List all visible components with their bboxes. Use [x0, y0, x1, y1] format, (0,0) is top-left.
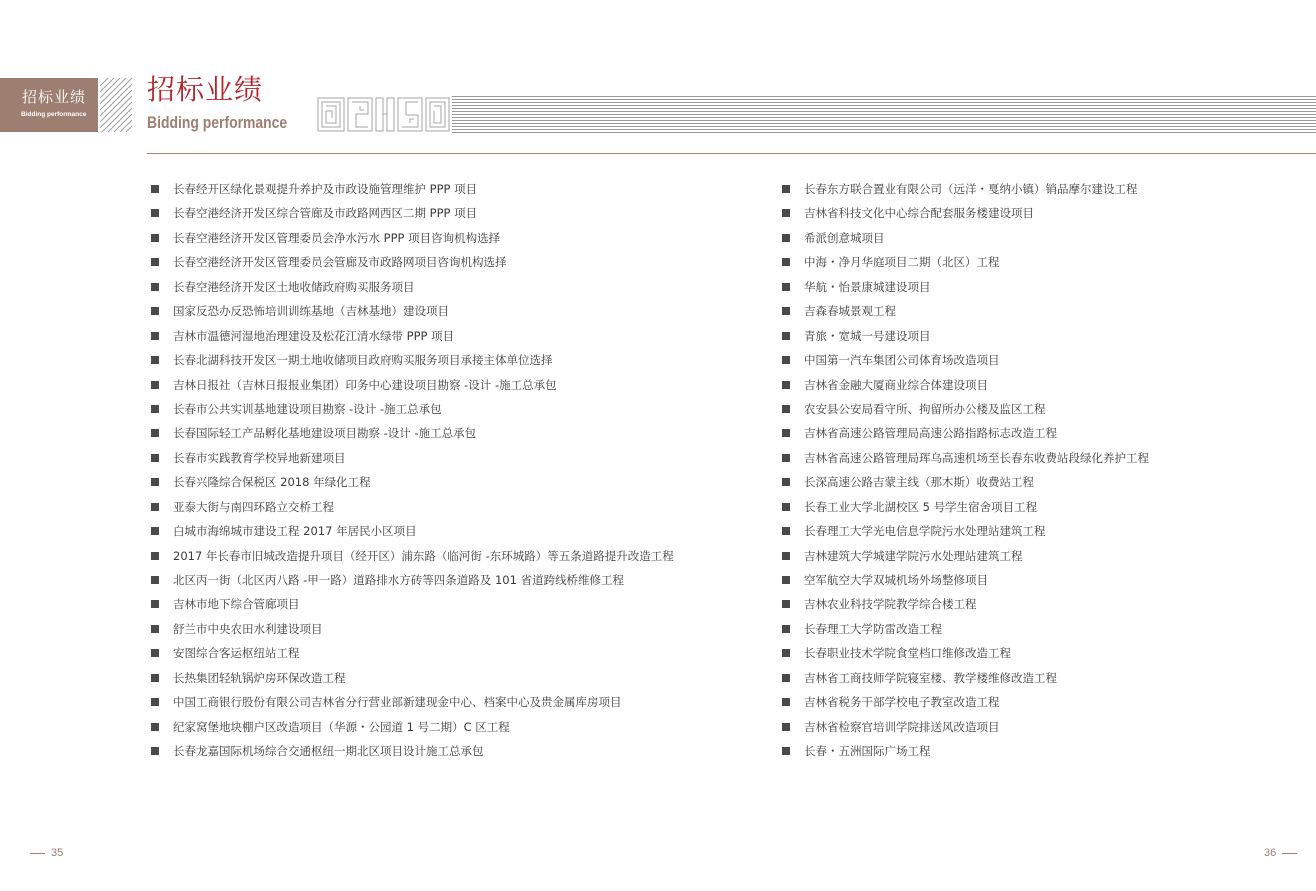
- project-name: 长春空港经济开发区管理委员会管廊及市政路网项目咨询机构选择: [173, 255, 507, 270]
- square-bullet-icon: [151, 381, 159, 389]
- project-name: 中国工商银行股份有限公司吉林省分行营业部新建现金中心、档案中心及贵金属库房项目: [173, 695, 622, 710]
- square-bullet-icon: [151, 307, 159, 315]
- project-name: 空军航空大学双城机场外场整修项目: [804, 573, 988, 587]
- list-item: [151, 470, 761, 494]
- project-name: 长春工业大学北湖校区 5 号学生宿舍项目工程: [804, 499, 1038, 514]
- square-bullet-icon: [151, 429, 159, 437]
- square-bullet-icon: [151, 576, 159, 584]
- list-item: [782, 470, 1302, 494]
- dash-line: [30, 853, 45, 854]
- list-item: [782, 226, 1302, 250]
- square-bullet-icon: [782, 503, 790, 511]
- list-item: [151, 299, 761, 323]
- square-bullet-icon: [782, 185, 790, 193]
- square-bullet-icon: [782, 356, 790, 364]
- list-item: [782, 666, 1302, 690]
- project-name: 纪家窝堡地块棚户区改造项目（华源・公园道 1 号二期）C 区工程: [173, 719, 510, 734]
- list-item: [151, 617, 761, 641]
- square-bullet-icon: [151, 625, 159, 633]
- section-tab: [0, 78, 98, 132]
- square-bullet-icon: [151, 552, 159, 560]
- project-name: 吉林市地下综合管廊项目: [173, 597, 300, 612]
- project-name: 吉林省检察官培训学院排送风改造项目: [804, 719, 1000, 734]
- list-item: [151, 397, 761, 421]
- project-name: 长春空港经济开发区管理委员会净水污水 PPP 项目咨询机构选择: [173, 230, 501, 245]
- diagonal-hatch-decoration: [100, 78, 132, 132]
- list-item: [151, 201, 761, 225]
- square-bullet-icon: [151, 454, 159, 462]
- list-item: [782, 177, 1302, 201]
- project-name: 长春东方联合置业有限公司（远洋・戛纳小镇）销品摩尔建设工程: [804, 182, 1138, 196]
- square-bullet-icon: [151, 356, 159, 364]
- list-item: [151, 446, 761, 470]
- square-bullet-icon: [151, 723, 159, 731]
- project-name: 希派创意城项目: [804, 230, 885, 245]
- header-divider: [147, 153, 1316, 154]
- list-item: [151, 592, 761, 616]
- project-name: 长春经开区绿化景观提升养护及市政设施管理维护 PPP 项目: [173, 182, 478, 196]
- square-bullet-icon: [151, 209, 159, 217]
- project-name: 中国第一汽车集团公司体育场改造项目: [804, 353, 1000, 368]
- square-bullet-icon: [782, 723, 790, 731]
- list-item: [782, 373, 1302, 397]
- page-title: 招标业绩: [147, 73, 264, 106]
- list-item: [151, 641, 761, 665]
- square-bullet-icon: [782, 625, 790, 633]
- list-item: [151, 568, 761, 592]
- project-name: 长春・五洲国际广场工程: [804, 744, 931, 759]
- list-item: [782, 324, 1302, 348]
- list-item: [782, 446, 1302, 470]
- project-name: 长春空港经济开发区综合管廊及市政路网西区二期 PPP 项目: [173, 206, 478, 221]
- project-name: 吉林日报社（吉林日报报业集团）印务中心建设项目勘察 -设计 -施工总承包: [173, 377, 557, 392]
- square-bullet-icon: [782, 527, 790, 535]
- square-bullet-icon: [782, 649, 790, 657]
- square-bullet-icon: [782, 576, 790, 584]
- square-bullet-icon: [782, 478, 790, 486]
- project-name: 吉林省高速公路管理局高速公路指路标志改造工程: [804, 426, 1057, 441]
- project-name: 白城市海绵城市建设工程 2017 年居民小区项目: [173, 524, 417, 539]
- page-subtitle: Bidding performance: [147, 113, 288, 132]
- square-bullet-icon: [782, 454, 790, 462]
- list-item: [151, 373, 761, 397]
- square-bullet-icon: [151, 600, 159, 608]
- project-name: 2017 年长春市旧城改造提升项目（经开区）浦东路（临河街 -东环城路）等五条道路提升改造工程: [173, 548, 674, 563]
- list-item: [151, 519, 761, 543]
- square-bullet-icon: [151, 527, 159, 535]
- project-name: 青旅・宽城一号建设项目: [804, 328, 931, 343]
- square-bullet-icon: [782, 600, 790, 608]
- project-name: 吉林市温德河湿地治理建设及松花江清水绿带 PPP 项目: [173, 328, 455, 343]
- project-name: 长春市公共实训基地建设项目勘察 -设计 -施工总承包: [173, 401, 442, 416]
- list-item: [151, 348, 761, 372]
- list-item: [782, 201, 1302, 225]
- square-bullet-icon: [151, 747, 159, 755]
- project-name: 吉林省高速公路管理局珲乌高速机场至长春东收费站段绿化养护工程: [804, 450, 1149, 465]
- page-number-left-value: 35: [51, 847, 64, 859]
- project-name: 吉林建筑大学城建学院污水处理站建筑工程: [804, 548, 1023, 563]
- list-item: [782, 739, 1302, 763]
- square-bullet-icon: [151, 698, 159, 706]
- list-item: [151, 715, 761, 739]
- list-item: [151, 421, 761, 445]
- project-name: 北区丙一街（北区丙八路 -甲一路）道路排水方砖等四条道路及 101 省道跨线桥维修工程: [173, 573, 625, 587]
- list-item: [782, 641, 1302, 665]
- square-bullet-icon: [782, 332, 790, 340]
- list-item: [151, 666, 761, 690]
- square-bullet-icon: [151, 478, 159, 486]
- project-name: 吉林省税务干部学校电子教室改造工程: [804, 695, 1000, 710]
- square-bullet-icon: [151, 405, 159, 413]
- dash-line: [1282, 853, 1297, 854]
- project-name: 华航・怡景康城建设项目: [804, 279, 931, 294]
- square-bullet-icon: [782, 234, 790, 242]
- project-name: 长春空港经济开发区土地收储政府购买服务项目: [173, 279, 415, 294]
- square-bullet-icon: [782, 209, 790, 217]
- list-item: [151, 544, 761, 568]
- list-item: [782, 568, 1302, 592]
- fret-pattern-ornament: [317, 96, 450, 133]
- list-item: [151, 226, 761, 250]
- project-name: 长深高速公路吉蒙主线（那木斯）收费站工程: [804, 475, 1034, 490]
- stripe-band-decoration: [452, 96, 1316, 133]
- list-item: [782, 617, 1302, 641]
- square-bullet-icon: [782, 283, 790, 291]
- square-bullet-icon: [782, 307, 790, 315]
- project-name: 亚泰大街与南四环路立交桥工程: [173, 499, 334, 514]
- project-name: 安图综合客运枢纽站工程: [173, 646, 300, 661]
- list-item: [151, 177, 761, 201]
- project-name: 吉森春城景观工程: [804, 304, 896, 319]
- list-item: [151, 324, 761, 348]
- project-name: 长春龙嘉国际机场综合交通枢纽一期北区项目设计施工总承包: [173, 744, 484, 759]
- square-bullet-icon: [782, 747, 790, 755]
- list-item: [782, 397, 1302, 421]
- page-number-right-value: 36: [1264, 847, 1277, 859]
- page-number-left: [30, 846, 63, 860]
- page-number-right: [1264, 846, 1297, 860]
- project-name: 吉林省科技文化中心综合配套服务楼建设项目: [804, 206, 1034, 221]
- project-name: 长春市实践教育学校异地新建项目: [173, 450, 346, 465]
- list-item: [782, 348, 1302, 372]
- project-name: 长春国际轻工产品孵化基地建设项目勘察 -设计 -施工总承包: [173, 426, 477, 441]
- square-bullet-icon: [782, 381, 790, 389]
- square-bullet-icon: [782, 552, 790, 560]
- right-project-list: [782, 177, 1302, 764]
- square-bullet-icon: [151, 332, 159, 340]
- list-item: [151, 495, 761, 519]
- project-name: 长春北湖科技开发区一期土地收储项目政府购买服务项目承接主体单位选择: [173, 353, 553, 368]
- square-bullet-icon: [151, 283, 159, 291]
- square-bullet-icon: [151, 503, 159, 511]
- left-project-list: [151, 177, 761, 764]
- list-item: [782, 519, 1302, 543]
- list-item: [151, 250, 761, 274]
- project-name: 长春理工大学光电信息学院污水处理站建筑工程: [804, 524, 1046, 539]
- list-item: [782, 299, 1302, 323]
- project-name: 中海・净月华庭项目二期（北区）工程: [804, 255, 1000, 270]
- project-name: 舒兰市中央农田水利建设项目: [173, 621, 323, 636]
- list-item: [151, 275, 761, 299]
- square-bullet-icon: [782, 405, 790, 413]
- project-name: 吉林省金融大厦商业综合体建设项目: [804, 377, 988, 392]
- square-bullet-icon: [782, 698, 790, 706]
- list-item: [151, 690, 761, 714]
- square-bullet-icon: [782, 674, 790, 682]
- square-bullet-icon: [151, 649, 159, 657]
- square-bullet-icon: [151, 258, 159, 266]
- project-name: 吉林省工商技师学院寝室楼、教学楼维修改造工程: [804, 670, 1057, 685]
- square-bullet-icon: [151, 674, 159, 682]
- project-name: 长春职业技术学院食堂档口维修改造工程: [804, 646, 1011, 661]
- list-item: [782, 715, 1302, 739]
- square-bullet-icon: [151, 185, 159, 193]
- list-item: [782, 275, 1302, 299]
- project-name: 吉林农业科技学院教学综合楼工程: [804, 597, 977, 612]
- list-item: [782, 495, 1302, 519]
- square-bullet-icon: [151, 234, 159, 242]
- section-tab-title: 招标业绩: [22, 88, 87, 106]
- project-name: 长春兴隆综合保税区 2018 年绿化工程: [173, 475, 371, 490]
- section-tab-subtitle: Bidding performance: [21, 111, 87, 118]
- list-item: [151, 739, 761, 763]
- square-bullet-icon: [782, 429, 790, 437]
- list-item: [782, 690, 1302, 714]
- square-bullet-icon: [782, 258, 790, 266]
- list-item: [782, 544, 1302, 568]
- list-item: [782, 250, 1302, 274]
- project-name: 国家反恐办反恐怖培训训练基地（吉林基地）建设项目: [173, 304, 449, 319]
- list-item: [782, 592, 1302, 616]
- project-name: 农安县公安局看守所、拘留所办公楼及监区工程: [804, 401, 1046, 416]
- project-name: 长春理工大学防雷改造工程: [804, 621, 942, 636]
- project-name: 长热集团轻轨锅炉房环保改造工程: [173, 670, 346, 685]
- list-item: [782, 421, 1302, 445]
